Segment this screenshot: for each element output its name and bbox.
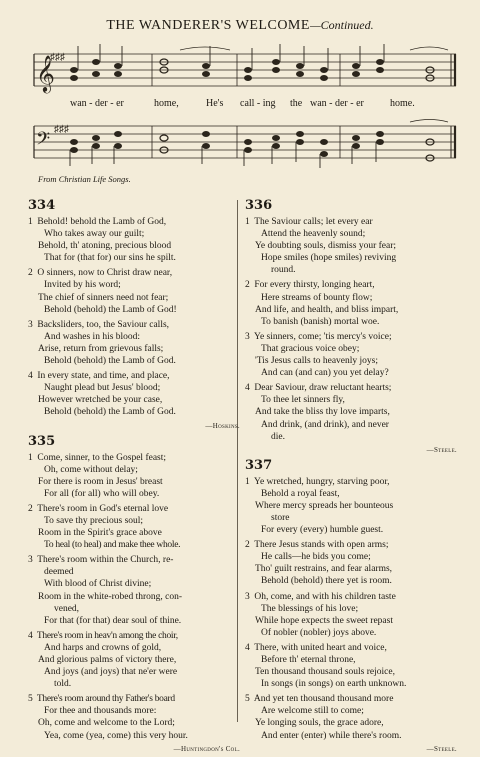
stanza: [245, 693, 457, 741]
stanza-number: 5: [28, 694, 33, 705]
lyric-syllable: He's: [206, 98, 224, 109]
verse-line: Where mercy spreads her bounteous: [255, 500, 394, 511]
verse-line: round.: [271, 265, 296, 276]
verse-line: Naught plead but Jesus' blood;: [44, 383, 161, 394]
verse-line: Yea, come (yea, come) this very hour.: [44, 730, 188, 741]
stanza: [28, 693, 240, 741]
verse-line: To save thy precious soul;: [44, 515, 144, 526]
verse-line: And drink, (and drink), and never: [261, 419, 389, 430]
verse-line: There's room in God's eternal love: [37, 503, 169, 514]
verse-line: And life, and health, and bliss impart,: [255, 304, 399, 315]
attribution: —Huntingdon's Col.: [173, 744, 240, 753]
stanza-number: 1: [245, 476, 250, 487]
stanza: [245, 382, 457, 442]
verse-line: And glorious palms of victory there,: [38, 655, 177, 665]
verse-line: Dear Saviour, draw reluctant hearts;: [254, 383, 392, 394]
verse-line: For thee and thousands more:: [44, 706, 157, 717]
verse-line: To banish (banish) mortal woe.: [261, 316, 380, 327]
verse-line: 'Tis Jesus calls to heavenly joys;: [255, 356, 379, 367]
verse-line: Arise, return from grievous falls;: [38, 343, 164, 354]
verse-line: told.: [54, 679, 72, 690]
verse-line: Oh, come and welcome to the Lord;: [38, 718, 175, 729]
verse-line: Room in the Spirit's grace above: [38, 528, 162, 539]
stanza-number: 1: [28, 452, 33, 463]
stanza-number: 3: [28, 319, 33, 330]
verse-line: To heal (to heal) and make thee whole.: [44, 540, 181, 551]
stanza: [28, 503, 240, 551]
svg-text:𝄢: 𝄢: [36, 129, 51, 154]
verse-line: The Saviour calls; let every ear: [254, 217, 373, 227]
lyrics-line: [30, 98, 460, 114]
verse-line: For there is room in Jesus' breast: [38, 476, 163, 487]
verse-line: For every thirsty, longing heart,: [254, 280, 375, 291]
hymn-number: 334: [28, 198, 56, 213]
verse-line: Behold (behold) the Lamb of God.: [44, 407, 176, 418]
stanza-number: 3: [245, 591, 250, 602]
stanza: [28, 630, 240, 690]
verse-line: And washes in his blood:: [44, 331, 141, 342]
verse-line: Behold a royal feast,: [261, 488, 340, 499]
bass-staff: [30, 118, 460, 168]
verse-line: Who takes away our guilt;: [44, 229, 145, 240]
verse-line: There's room within the Church, re-: [37, 555, 174, 566]
verse-line: He calls—he bids you come;: [261, 552, 371, 563]
verse-line: Oh, come, and with his children taste: [254, 591, 396, 602]
attribution: —Steele.: [426, 445, 457, 454]
stanza: [245, 216, 457, 276]
verse-line: Hope smiles (hope smiles) reviving: [261, 253, 397, 264]
verse-line: deemed: [44, 567, 74, 578]
verse-line: Behold (behold) the Lamb of God.: [44, 356, 176, 367]
stanza: [245, 539, 457, 587]
stanza-number: 2: [28, 268, 33, 279]
hymn-335: [28, 434, 240, 753]
hymn-336: [245, 198, 457, 454]
verse-line: Come, sinner, to the Gospel feast;: [37, 452, 167, 463]
verse-line: Ye doubting souls, dismiss your fear;: [255, 241, 397, 252]
verse-line: For that (for that) dear soul of thine.: [44, 615, 182, 626]
stanza-number: 4: [245, 383, 250, 394]
verse-line: There's room around thy Father's board: [36, 694, 175, 705]
verse-line: And joys (and joys) that ne'er were: [44, 667, 178, 678]
stanza-number: 4: [245, 642, 250, 653]
verse-line: For every (every) humble guest.: [261, 525, 384, 536]
header-continued: —Continued.: [309, 18, 374, 32]
verse-line: That for (that for) our sins he spilt.: [44, 253, 176, 264]
lyric-syllable: wan - der - er: [70, 98, 124, 109]
verse-line: Of nobler (nobler) joys above.: [261, 627, 377, 638]
verse-line: With blood of Christ divine;: [44, 579, 152, 590]
right-column: [245, 198, 457, 757]
verse-line: There, with united heart and voice,: [254, 642, 387, 653]
stanza-number: 1: [28, 217, 33, 227]
hymn-337: [245, 458, 457, 753]
lyric-syllable: wan - der - er: [310, 98, 364, 109]
stanza-number: 1: [245, 217, 250, 227]
stanza-number: 4: [28, 630, 33, 641]
verse-line: However wretched be your case,: [38, 395, 163, 406]
stanza: [245, 279, 457, 327]
verse-line: And can (and can) you yet delay?: [261, 368, 389, 379]
stanza-number: 2: [245, 540, 250, 551]
stanza-number: 2: [28, 503, 33, 514]
verse-line: Ye sinners, come; 'tis mercy's voice;: [254, 331, 392, 342]
verse-line: vened,: [54, 603, 80, 614]
stanza-number: 3: [245, 331, 250, 342]
verse-line: Behold! behold the Lamb of God,: [37, 217, 167, 227]
verse-line: And enter (enter) while there's room.: [261, 730, 402, 741]
verse-line: And harps and crowns of gold,: [44, 642, 162, 653]
verse-line: Tho' guilt restrains, and fear alarms,: [255, 564, 393, 575]
verse-line: Before th' eternal throne,: [261, 655, 356, 665]
stanza: [245, 331, 457, 379]
verse-line: store: [271, 512, 290, 523]
lyric-syllable: the: [290, 98, 303, 109]
verse-line: Attend the heavenly sound;: [261, 229, 366, 240]
verse-line: And yet ten thousand thousand more: [253, 694, 394, 705]
verse-line: Backsliders, too, the Saviour calls,: [37, 319, 170, 330]
lyric-syllable: home,: [154, 98, 179, 109]
hymn-number: 337: [245, 457, 273, 473]
verse-line: Behold, th' atoning, precious blood: [38, 241, 172, 252]
verse-line: While hope expects the sweet repast: [255, 615, 393, 626]
verse-line: Are welcome still to come;: [261, 706, 364, 717]
treble-staff: [30, 40, 460, 96]
verse-line: Behold (behold) there yet is room.: [261, 576, 392, 587]
svg-text:𝄞: 𝄞: [36, 54, 55, 92]
verse-line: die.: [271, 431, 285, 442]
lyric-syllable: home.: [390, 98, 415, 109]
stanza: [28, 554, 240, 627]
page-header: [0, 18, 480, 34]
verse-line: The chief of sinners need not fear;: [38, 292, 169, 303]
stanza-number: 4: [28, 371, 33, 382]
verse-line: In every state, and time, and place,: [37, 371, 170, 382]
stanza-number: 5: [245, 694, 250, 705]
verse-line: Ye longing souls, the grace adore,: [255, 718, 384, 729]
verse-line: Oh, come without delay;: [44, 464, 138, 475]
verse-line: Room in the white-robed throng, con-: [38, 591, 183, 602]
stanza: [245, 591, 457, 639]
stanza: [28, 370, 240, 418]
left-column: [28, 198, 240, 757]
lyric-syllable: call - ing: [240, 98, 276, 109]
hymn-number: 336: [245, 198, 273, 213]
verse-line: O sinners, now to Christ draw near,: [37, 268, 173, 279]
stanza: [245, 476, 457, 536]
verse-line: Invited by his word;: [44, 280, 121, 291]
verse-line: There Jesus stands with open arms;: [254, 540, 389, 551]
stanza: [28, 216, 240, 264]
music-source: From Christian Life Songs.: [38, 174, 131, 184]
stanza: [245, 642, 457, 690]
verse-line: Behold (behold) the Lamb of God!: [44, 304, 177, 315]
verse-line: Ten thousand thousand souls rejoice,: [255, 667, 395, 678]
verse-line: To thee let sinners fly,: [261, 395, 345, 406]
verse-line: Here streams of bounty flow;: [261, 292, 373, 303]
verse-line: The blessings of his love;: [261, 603, 359, 614]
verse-line: There's room in heav'n among the choir,: [36, 630, 178, 641]
stanza: [28, 267, 240, 315]
hymn-334: [28, 198, 240, 430]
stanza-number: 2: [245, 280, 250, 291]
stanza: [28, 319, 240, 367]
stanza-number: 3: [28, 555, 33, 566]
header-title: THE WANDERER'S WELCOME: [106, 18, 310, 33]
attribution: —Steele.: [426, 744, 457, 753]
svg-text:♯♯♯: ♯♯♯: [54, 124, 69, 135]
verse-line: That gracious voice obey;: [261, 343, 360, 354]
svg-text:♯♯♯: ♯♯♯: [50, 52, 65, 63]
verse-line: For all (for all) who will obey.: [44, 488, 160, 499]
stanza: [28, 452, 240, 500]
hymn-number: 335: [28, 433, 56, 449]
verse-line: And take the bliss thy love imparts,: [255, 407, 390, 418]
verse-line: In songs (in songs) on earth unknown.: [261, 679, 407, 690]
attribution: —Hoskins.: [205, 421, 240, 430]
verse-line: Ye wretched, hungry, starving poor,: [254, 476, 390, 487]
